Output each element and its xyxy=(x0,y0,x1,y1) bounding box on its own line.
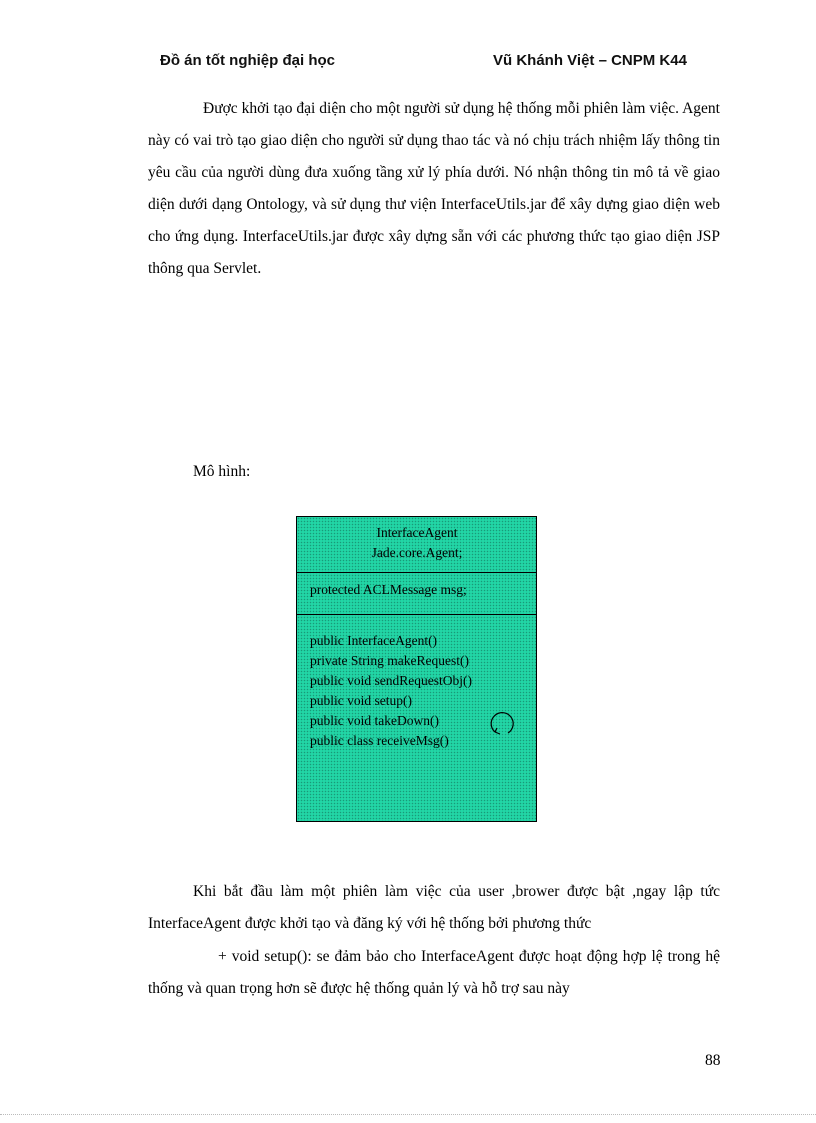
uml-class-name: InterfaceAgent xyxy=(376,525,458,540)
cyclic-behaviour-icon xyxy=(488,710,516,738)
model-label: Mô hình: xyxy=(193,463,251,480)
uml-method: private String makeRequest() xyxy=(310,653,469,668)
header-thesis-title: Đồ án tốt nghiệp đại học xyxy=(160,52,335,69)
uml-divider xyxy=(297,614,536,615)
page-bottom-divider xyxy=(0,1114,816,1115)
uml-method: public void sendRequestObj() xyxy=(310,673,472,688)
uml-divider xyxy=(297,572,536,573)
uml-method: public void setup() xyxy=(310,693,412,708)
uml-class-header xyxy=(297,523,537,563)
uml-class-diagram xyxy=(296,516,537,822)
uml-superclass: Jade.core.Agent; xyxy=(371,545,463,560)
header-author: Vũ Khánh Việt – CNPM K44 xyxy=(493,52,687,69)
uml-method: public InterfaceAgent() xyxy=(310,633,438,648)
uml-method: public class receiveMsg() xyxy=(310,733,449,748)
uml-attribute: protected ACLMessage msg; xyxy=(310,582,467,597)
uml-method: public void takeDown() xyxy=(310,713,439,728)
page-number: 88 xyxy=(705,1052,721,1069)
intro-paragraph: Được khởi tạo đại diện cho một người sử dụng hệ thống mỗi phiên làm việc. Agent này có vai trò tạo giao diện cho người sử dụng thao tác và nó chịu trách nhiệm lấy thông tin yêu cầu của người dùng đưa xuống tầng xử lý phía dưới. Nó nhận thông tin mô tả về giao diện dưới dạng Ontology, và sử dụng thư viện InterfaceUtils.jar để xây dựng giao diện web cho ứng dụng. InterfaceUtils.jar được xây dựng sẵn với các phương thức tạo giao diện JSP thông qua Servlet. xyxy=(148,100,720,277)
paragraph-session-start: Khi bắt đầu làm một phiên làm việc của user ,brower được bật ,ngay lập tức InterfaceAgent được khởi tạo và đăng ký với hệ thống bởi phương thức xyxy=(148,883,720,932)
paragraph-setup-method: + void setup(): se đảm bảo cho InterfaceAgent được hoạt động hợp lệ trong hệ thống và quan trọng hơn sẽ được hệ thống quản lý và hỗ trợ sau này xyxy=(148,948,720,997)
